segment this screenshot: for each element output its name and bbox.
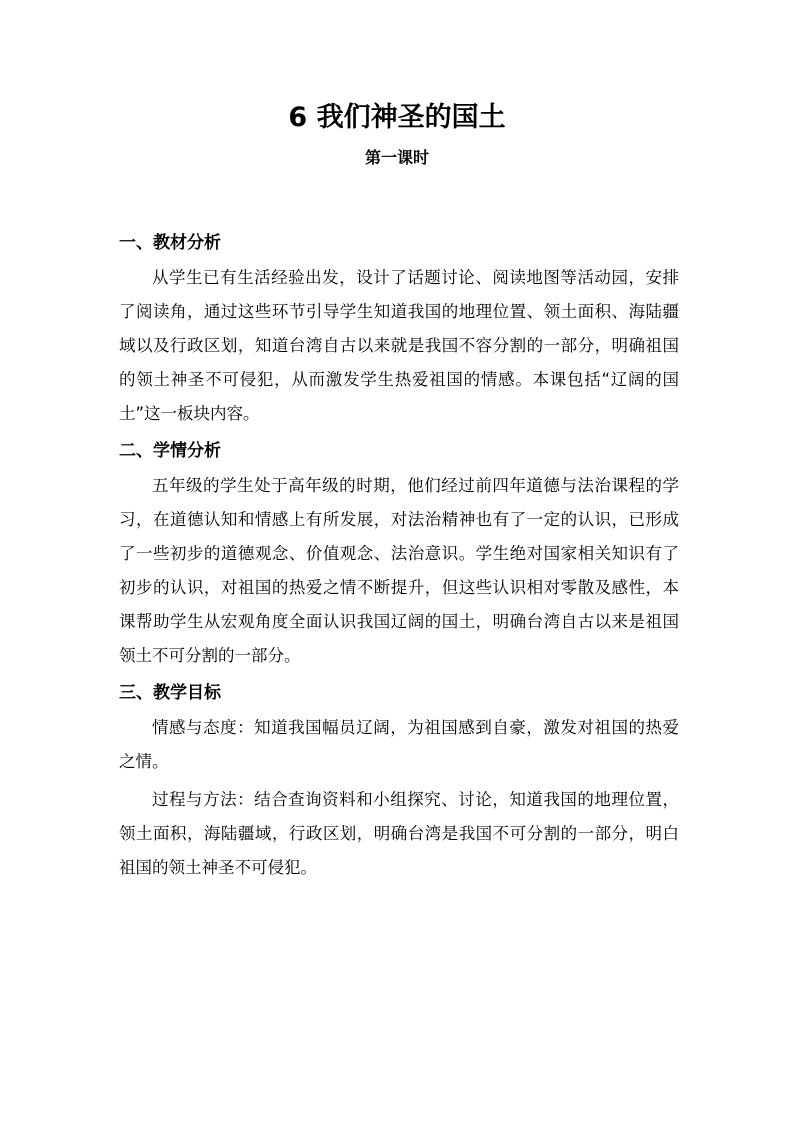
section-textbook-analysis: [119, 227, 679, 431]
section-heading: 一、教材分析: [119, 233, 221, 253]
section-paragraph: 五年级的学生处于高年级的时期，他们经过前四年道德与法治课程的学习，在道德认知和情感上有所发展，对法治精神也有了一定的认识，已形成了一些初步的道德观念、价值观念、法治意识。学生绝对国家相关知识有了初步的认识，对祖国的热爱之情不断提升，但这些认识相对零散及感性，本课帮助学生从宏观角度全面认识我国辽阔的国土，明确台湾自古以来是祖国领土不可分割的一部分。: [119, 476, 679, 665]
lesson-title: 6 我们神圣的国土: [288, 102, 506, 133]
document-body: [119, 227, 679, 889]
section-paragraph: 从学生已有生活经验出发，设计了话题讨论、阅读地图等活动园，安排了阅读角，通过这些环节引导学生知道我国的地理位置、领土面积、海陆疆域以及行政区划，知道台湾自古以来就是我国不容分割的一部分，明确祖国的领土神圣不可侵犯，从而激发学生热爱祖国的情感。本课包括“辽阔的国土”这一板块内容。: [119, 268, 679, 423]
section-teaching-goals: [119, 677, 679, 885]
section-paragraph: 情感与态度：知道我国幅员辽阔，为祖国感到自豪，激发对祖国的热爱之情。: [119, 718, 679, 771]
section-heading: 三、教学目标: [119, 683, 221, 703]
section-student-analysis: [119, 435, 679, 673]
section-paragraph: 过程与方法：结合查询资料和小组探究、讨论，知道我国的地理位置，领土面积，海陆疆域，行政区划，明确台湾是我国不可分割的一部分，明白祖国的领土神圣不可侵犯。: [119, 790, 679, 877]
lesson-subtitle: 第一课时: [364, 148, 429, 167]
section-heading: 二、学情分析: [119, 441, 221, 461]
